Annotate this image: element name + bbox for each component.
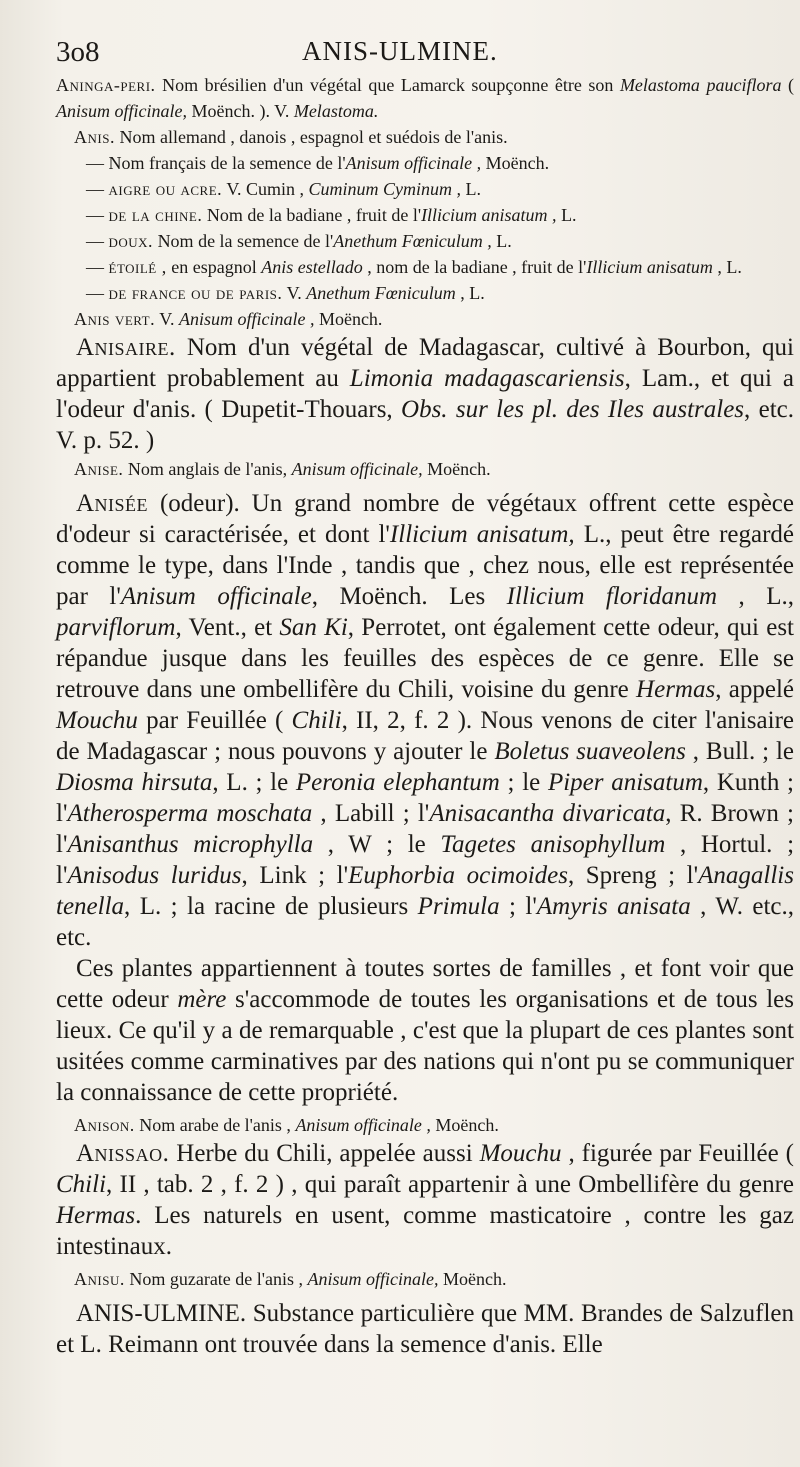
entry-aninga-peri: Aninga-peri. Nom brésilien d'un végétal que Lamarck soupçonne être son Melastoma pauciflora ( Anisum officinale, Moënch. ). V. Melastoma. — [56, 75, 794, 121]
entry-term: Anise. — [74, 459, 124, 479]
entry-term: Anis vert. — [74, 309, 156, 329]
entry-term: Anis. — [74, 127, 115, 147]
entry-term: ANIS-ULMINE. — [76, 1300, 247, 1327]
entry-term: Anissao. — [76, 1140, 170, 1167]
entry-anis-aigre: — aigre ou acre. V. Cumin , Cuminum Cyminum , L. — [86, 179, 482, 199]
entry-anissao: Anissao. Herbe du Chili, appelée aussi Mouchu , figurée par Feuillée ( Chili, II , tab. 2 , f. 2 ) , qui paraît appartenir à une Ombellifère du genre Hermas. Les naturels en usent, comme masticatoire , contre les gaz intestinaux. — [56, 1140, 794, 1260]
entry-term: Anisaire. — [76, 334, 176, 361]
entry-anis-francais: — Nom français de la semence de l'Anisum officinale , Moënch. — [86, 153, 550, 173]
entry-anis: Anis. Nom allemand , danois , espagnol et suédois de l'anis. — [74, 127, 508, 147]
entry-term: aigre ou acre. — [108, 179, 223, 199]
entry-term: étoilé , — [108, 257, 167, 277]
entry-term: de la chine. — [108, 205, 203, 225]
entry-anison: Anison. Nom arabe de l'anis , Anisum officinale , Moënch. — [74, 1115, 499, 1135]
entry-anise: Anise. Nom anglais de l'anis, Anisum officinale, Moënch. — [74, 459, 491, 479]
entry-term: de france ou de paris. — [108, 283, 283, 303]
entry-term: doux. — [108, 231, 154, 251]
page-number: 3o8 — [56, 36, 100, 68]
entry-anis-france: — de france ou de paris. V. Anethum Fœniculum , L. — [86, 283, 485, 303]
entry-anisaire: Anisaire. Nom d'un végétal de Madagascar, cultivé à Bourbon, qui appartient probablement au Limonia madagascariensis, Lam., et qui a l'odeur d'anis. ( Dupetit-Thouars, Obs. sur les pl. des Iles australes, etc. V. p. 52. ) — [56, 334, 795, 454]
entry-anis-etoile: — étoilé , en espagnol Anis estellado , nom de la badiane , fruit de l'Illicium anisatum , L. — [86, 257, 742, 277]
entry-term: Aninga-peri. — [56, 75, 156, 95]
entry-anis-vert: Anis vert. V. Anisum officinale , Moënch. — [74, 309, 383, 329]
entry-anisee: Anisée (odeur). Un grand nombre de végétaux offrent cette espèce d'odeur si caractérisée, et dont l'Illicium anisatum, L., peut être regardé comme le type, dans l'Inde , tandis que , chez nous, elle est représentée par l'Anisum officinale, Moënch. Les Illicium floridanum , L., parviflorum, Vent., et San Ki, Perrotet, ont également cette odeur, qui est répandue jusque dans les feuilles des espèces de ce genre. Elle se retrouve dans une ombellifère du Chili, voisine du genre Hermas, appelé Mouchu par Feuillée ( Chili, II, 2, f. 2 ). Nous venons de citer l'anisaire de Madagascar ; nous pouvons y ajouter le Boletus suaveolens , Bull. ; le Diosma hirsuta, L. ; le Peronia elephantum ; le Piper anisatum, Kunth ; l'Atherosperma moschata , Labill ; l'Anisacantha divaricata, R. Brown ; l'Anisanthus microphylla , W ; le Tagetes anisophyllum , Hortul. ; l'Anisodus luridus, Link ; l'Euphorbia ocimoides, Spreng ; l'Anagallis tenella, L. ; la racine de plusieurs Primula ; l'Amyris anisata , W. etc., etc. — [56, 490, 795, 951]
entry-term: Anisu. — [74, 1269, 125, 1289]
entry-term: Anison. — [74, 1115, 135, 1135]
entry-anis-chine: — de la chine. Nom de la badiane , fruit de l'Illicium anisatum , L. — [86, 205, 577, 225]
entry-anis-ulmine: ANIS-ULMINE. Substance particulière que MM. Brandes de Salzuflen et L. Reimann ont trouvée dans la semence d'anis. Elle — [56, 1300, 794, 1358]
entry-anisu: Anisu. Nom guzarate de l'anis , Anisum officinale, Moënch. — [74, 1269, 507, 1289]
running-head: ANIS-ULMINE. — [302, 36, 498, 66]
entry-term: Anisée — [76, 490, 149, 517]
page-header — [56, 30, 794, 72]
entry-anis-doux: — doux. Nom de la semence de l'Anethum Fœniculum , L. — [86, 231, 512, 251]
entry-anisee-paragraph-2: Ces plantes appartiennent à toutes sortes de familles , et font voir que cette odeur mère s'accommode de toutes les organisations et de tous les lieux. Ce qu'il y a de remarquable , c'est que la plupart de ces plantes sont usitées comme carminatives par des nations qui n'ont pu se communiquer la connaissance de cette propriété. — [56, 955, 794, 1106]
